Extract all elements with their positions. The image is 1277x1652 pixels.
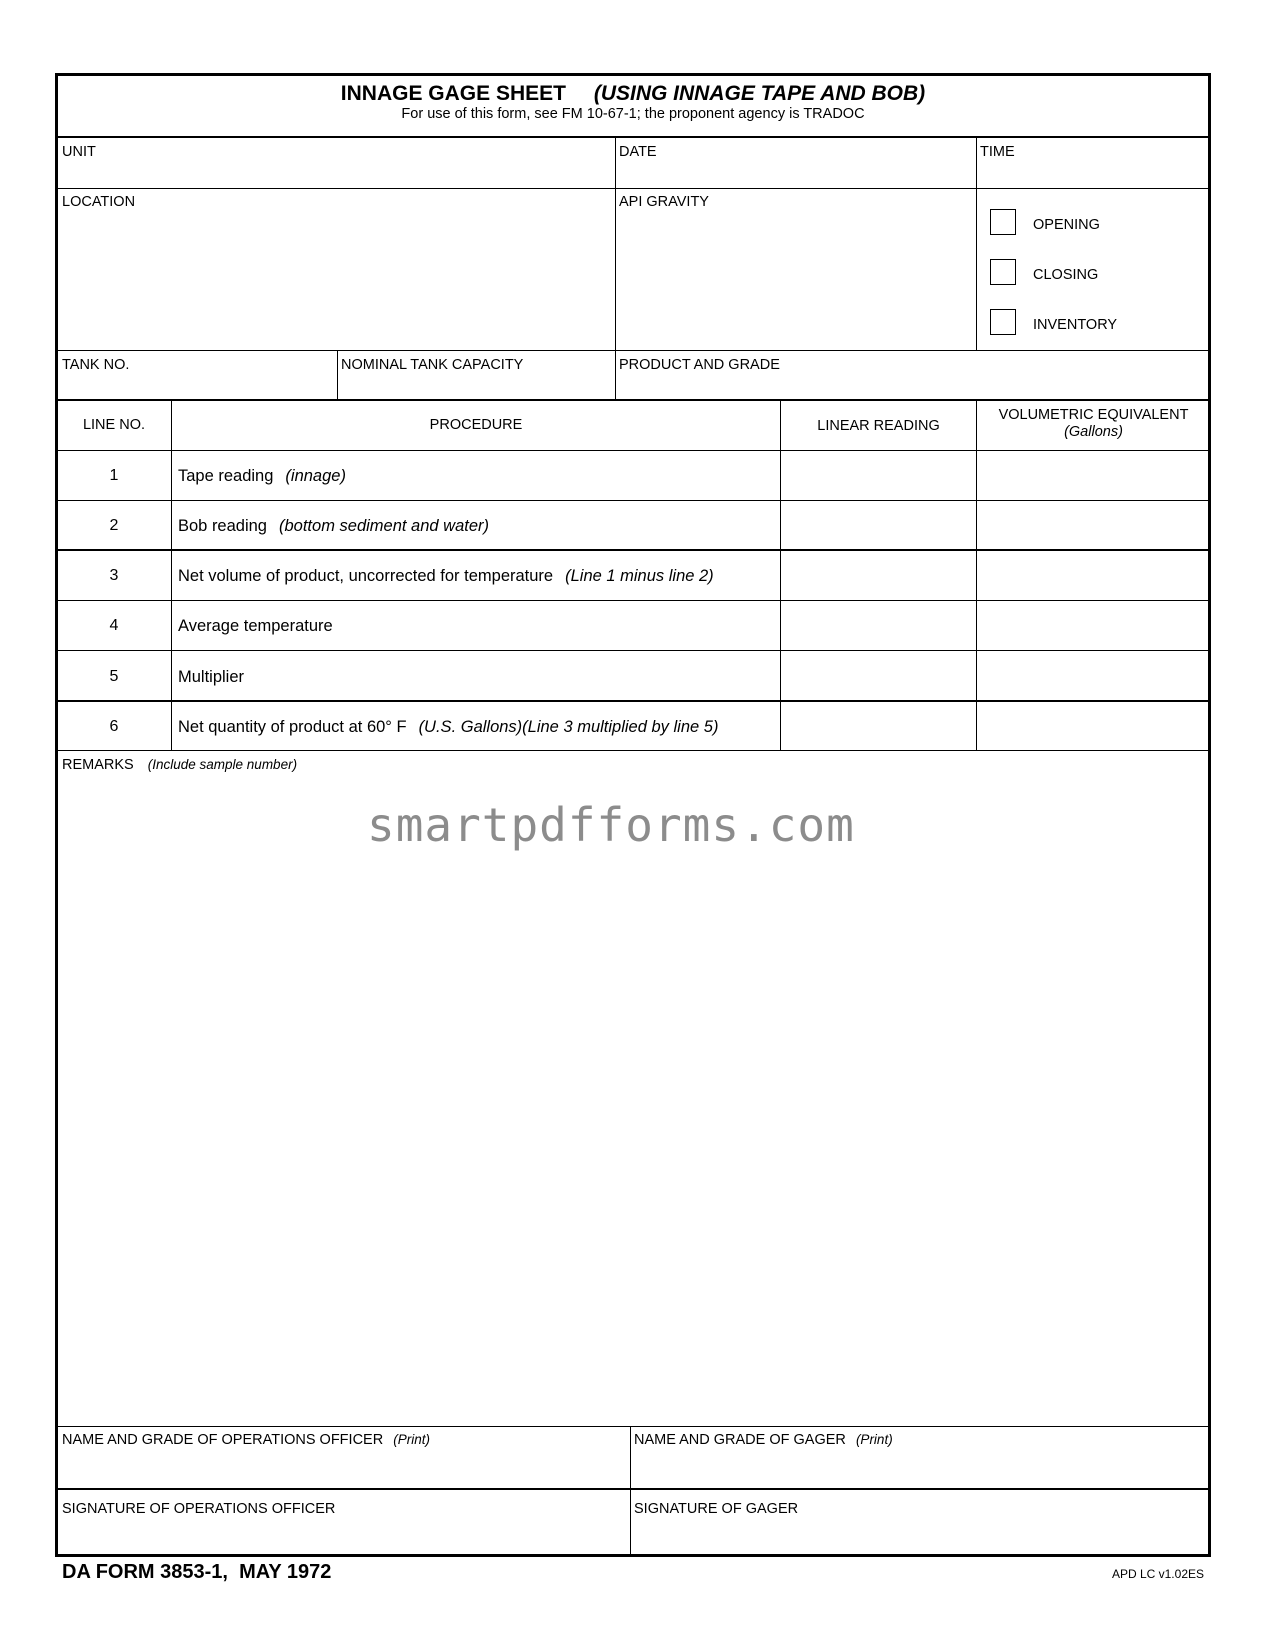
ops-officer-signature-field[interactable] [57, 1518, 628, 1554]
remarks-label [62, 757, 297, 773]
row-2-procedure [178, 517, 489, 536]
rule-v-date [615, 137, 616, 400]
form-title-note: (USING INNAGE TAPE AND BOB) [593, 82, 926, 105]
row-2-procedure-text: Bob reading [178, 517, 267, 535]
location-label: LOCATION [62, 194, 136, 210]
gager-name-text: NAME AND GRADE OF GAGER [634, 1432, 846, 1448]
rule-v-nominal [337, 351, 338, 400]
date-field[interactable] [617, 160, 974, 186]
rule-row3-bottom [56, 600, 1210, 601]
row-3-volumetric-field[interactable] [978, 552, 1208, 599]
form-version: APD LC v1.02ES [1111, 1567, 1204, 1581]
row-3-procedure-text: Net volume of product, uncorrected for temperature [178, 567, 554, 585]
row-2-number: 2 [109, 517, 119, 534]
time-label: TIME [980, 144, 1015, 160]
api-gravity-field[interactable] [617, 212, 974, 348]
row-6-linear-field[interactable] [782, 703, 975, 749]
date-label: DATE [619, 144, 657, 160]
rule-header-bottom [56, 136, 1210, 138]
row-1-procedure [178, 467, 346, 486]
ops-officer-signature-label: SIGNATURE OF OPERATIONS OFFICER [62, 1501, 336, 1517]
row-5-linear-field[interactable] [782, 652, 975, 699]
rule-unit-bottom [56, 188, 1210, 189]
row-6-procedure-note: (U.S. Gallons)(Line 3 multiplied by line 5) [418, 718, 719, 736]
gager-name-label [634, 1432, 893, 1448]
tank-no-label: TANK NO. [62, 357, 130, 373]
gager-signature-label: SIGNATURE OF GAGER [634, 1501, 799, 1517]
row-4-number: 4 [109, 617, 119, 634]
gager-name-field[interactable] [632, 1450, 1208, 1486]
header-procedure: PROCEDURE [429, 417, 523, 433]
api-gravity-label: API GRAVITY [619, 194, 709, 210]
header-line-no: LINE NO. [82, 417, 146, 433]
row-5-procedure [178, 668, 244, 687]
header-volumetric: VOLUMETRIC EQUIVALENT [998, 407, 1189, 423]
row-4-linear-field[interactable] [782, 602, 975, 649]
opening-checkbox[interactable] [990, 209, 1016, 235]
row-1-number: 1 [109, 467, 119, 484]
rule-row6-bottom [56, 750, 1210, 751]
rule-row4-bottom [56, 650, 1210, 651]
row-4-volumetric-field[interactable] [978, 602, 1208, 649]
row-4-procedure [178, 617, 333, 636]
unit-label: UNIT [62, 144, 96, 160]
rule-tank-bottom [56, 399, 1210, 401]
ops-officer-name-text: NAME AND GRADE OF OPERATIONS OFFICER [62, 1432, 384, 1448]
rule-v-linear [780, 400, 781, 751]
form-id: DA FORM 3853-1, MAY 1972 [62, 1561, 332, 1583]
rule-name-bottom [56, 1488, 1210, 1490]
row-3-procedure-note: (Line 1 minus line 2) [565, 567, 714, 585]
remarks-label-note: (Include sample number) [147, 757, 298, 772]
rule-table-header-bottom [56, 450, 1210, 451]
rule-row2-bottom [56, 549, 1210, 551]
rule-v-volumetric [976, 400, 977, 751]
watermark: smartpdfforms.com [367, 798, 855, 852]
row-1-volumetric-field[interactable] [978, 452, 1208, 499]
row-2-linear-field[interactable] [782, 502, 975, 548]
opening-label: OPENING [1033, 217, 1100, 233]
form-header [58, 82, 1208, 122]
rule-v-signature [630, 1427, 631, 1555]
unit-field[interactable] [57, 160, 613, 186]
row-1-linear-field[interactable] [782, 452, 975, 499]
rule-v-lineno [171, 400, 172, 751]
ops-officer-name-label [62, 1432, 430, 1448]
ops-officer-name-note: (Print) [393, 1432, 430, 1447]
rule-row1-bottom [56, 500, 1210, 501]
row-5-procedure-text: Multiplier [178, 668, 245, 686]
row-2-procedure-note: (bottom sediment and water) [279, 517, 490, 535]
inventory-checkbox[interactable] [990, 309, 1016, 335]
product-grade-field[interactable] [617, 373, 1208, 398]
row-5-number: 5 [109, 668, 119, 685]
row-6-procedure [178, 718, 718, 737]
rule-v-time [976, 137, 977, 351]
header-volumetric-unit: (Gallons) [1064, 424, 1123, 440]
row-4-procedure-text: Average temperature [178, 617, 333, 635]
row-6-procedure-text: Net quantity of product at 60° F [178, 718, 407, 736]
closing-checkbox[interactable] [990, 259, 1016, 285]
nominal-capacity-label: NOMINAL TANK CAPACITY [341, 357, 524, 373]
row-1-procedure-note: (innage) [285, 467, 346, 485]
tank-no-field[interactable] [57, 373, 335, 398]
gager-signature-field[interactable] [632, 1518, 1208, 1554]
rule-location-bottom [56, 350, 1210, 351]
location-field[interactable] [57, 212, 613, 348]
form-title: INNAGE GAGE SHEET [340, 82, 566, 105]
inventory-label: INVENTORY [1033, 317, 1118, 333]
ops-officer-name-field[interactable] [57, 1450, 628, 1486]
header-linear-reading: LINEAR READING [817, 418, 940, 434]
rule-row5-bottom [56, 700, 1210, 702]
closing-label: CLOSING [1033, 267, 1099, 283]
remarks-field[interactable] [57, 775, 1208, 1425]
gager-name-note: (Print) [855, 1432, 893, 1447]
row-6-volumetric-field[interactable] [978, 703, 1208, 749]
remarks-label-text: REMARKS [62, 757, 134, 773]
row-5-volumetric-field[interactable] [978, 652, 1208, 699]
time-field[interactable] [978, 160, 1208, 186]
row-3-procedure [178, 567, 714, 586]
row-6-number: 6 [109, 718, 119, 735]
form-subtitle: For use of this form, see FM 10-67-1; the proponent agency is TRADOC [401, 106, 865, 122]
row-2-volumetric-field[interactable] [978, 502, 1208, 548]
row-3-linear-field[interactable] [782, 552, 975, 599]
product-grade-label: PRODUCT AND GRADE [619, 357, 780, 373]
rule-remarks-bottom [56, 1426, 1210, 1427]
row-3-number: 3 [109, 567, 119, 584]
row-1-procedure-text: Tape reading [178, 467, 274, 485]
nominal-capacity-field[interactable] [339, 373, 613, 398]
